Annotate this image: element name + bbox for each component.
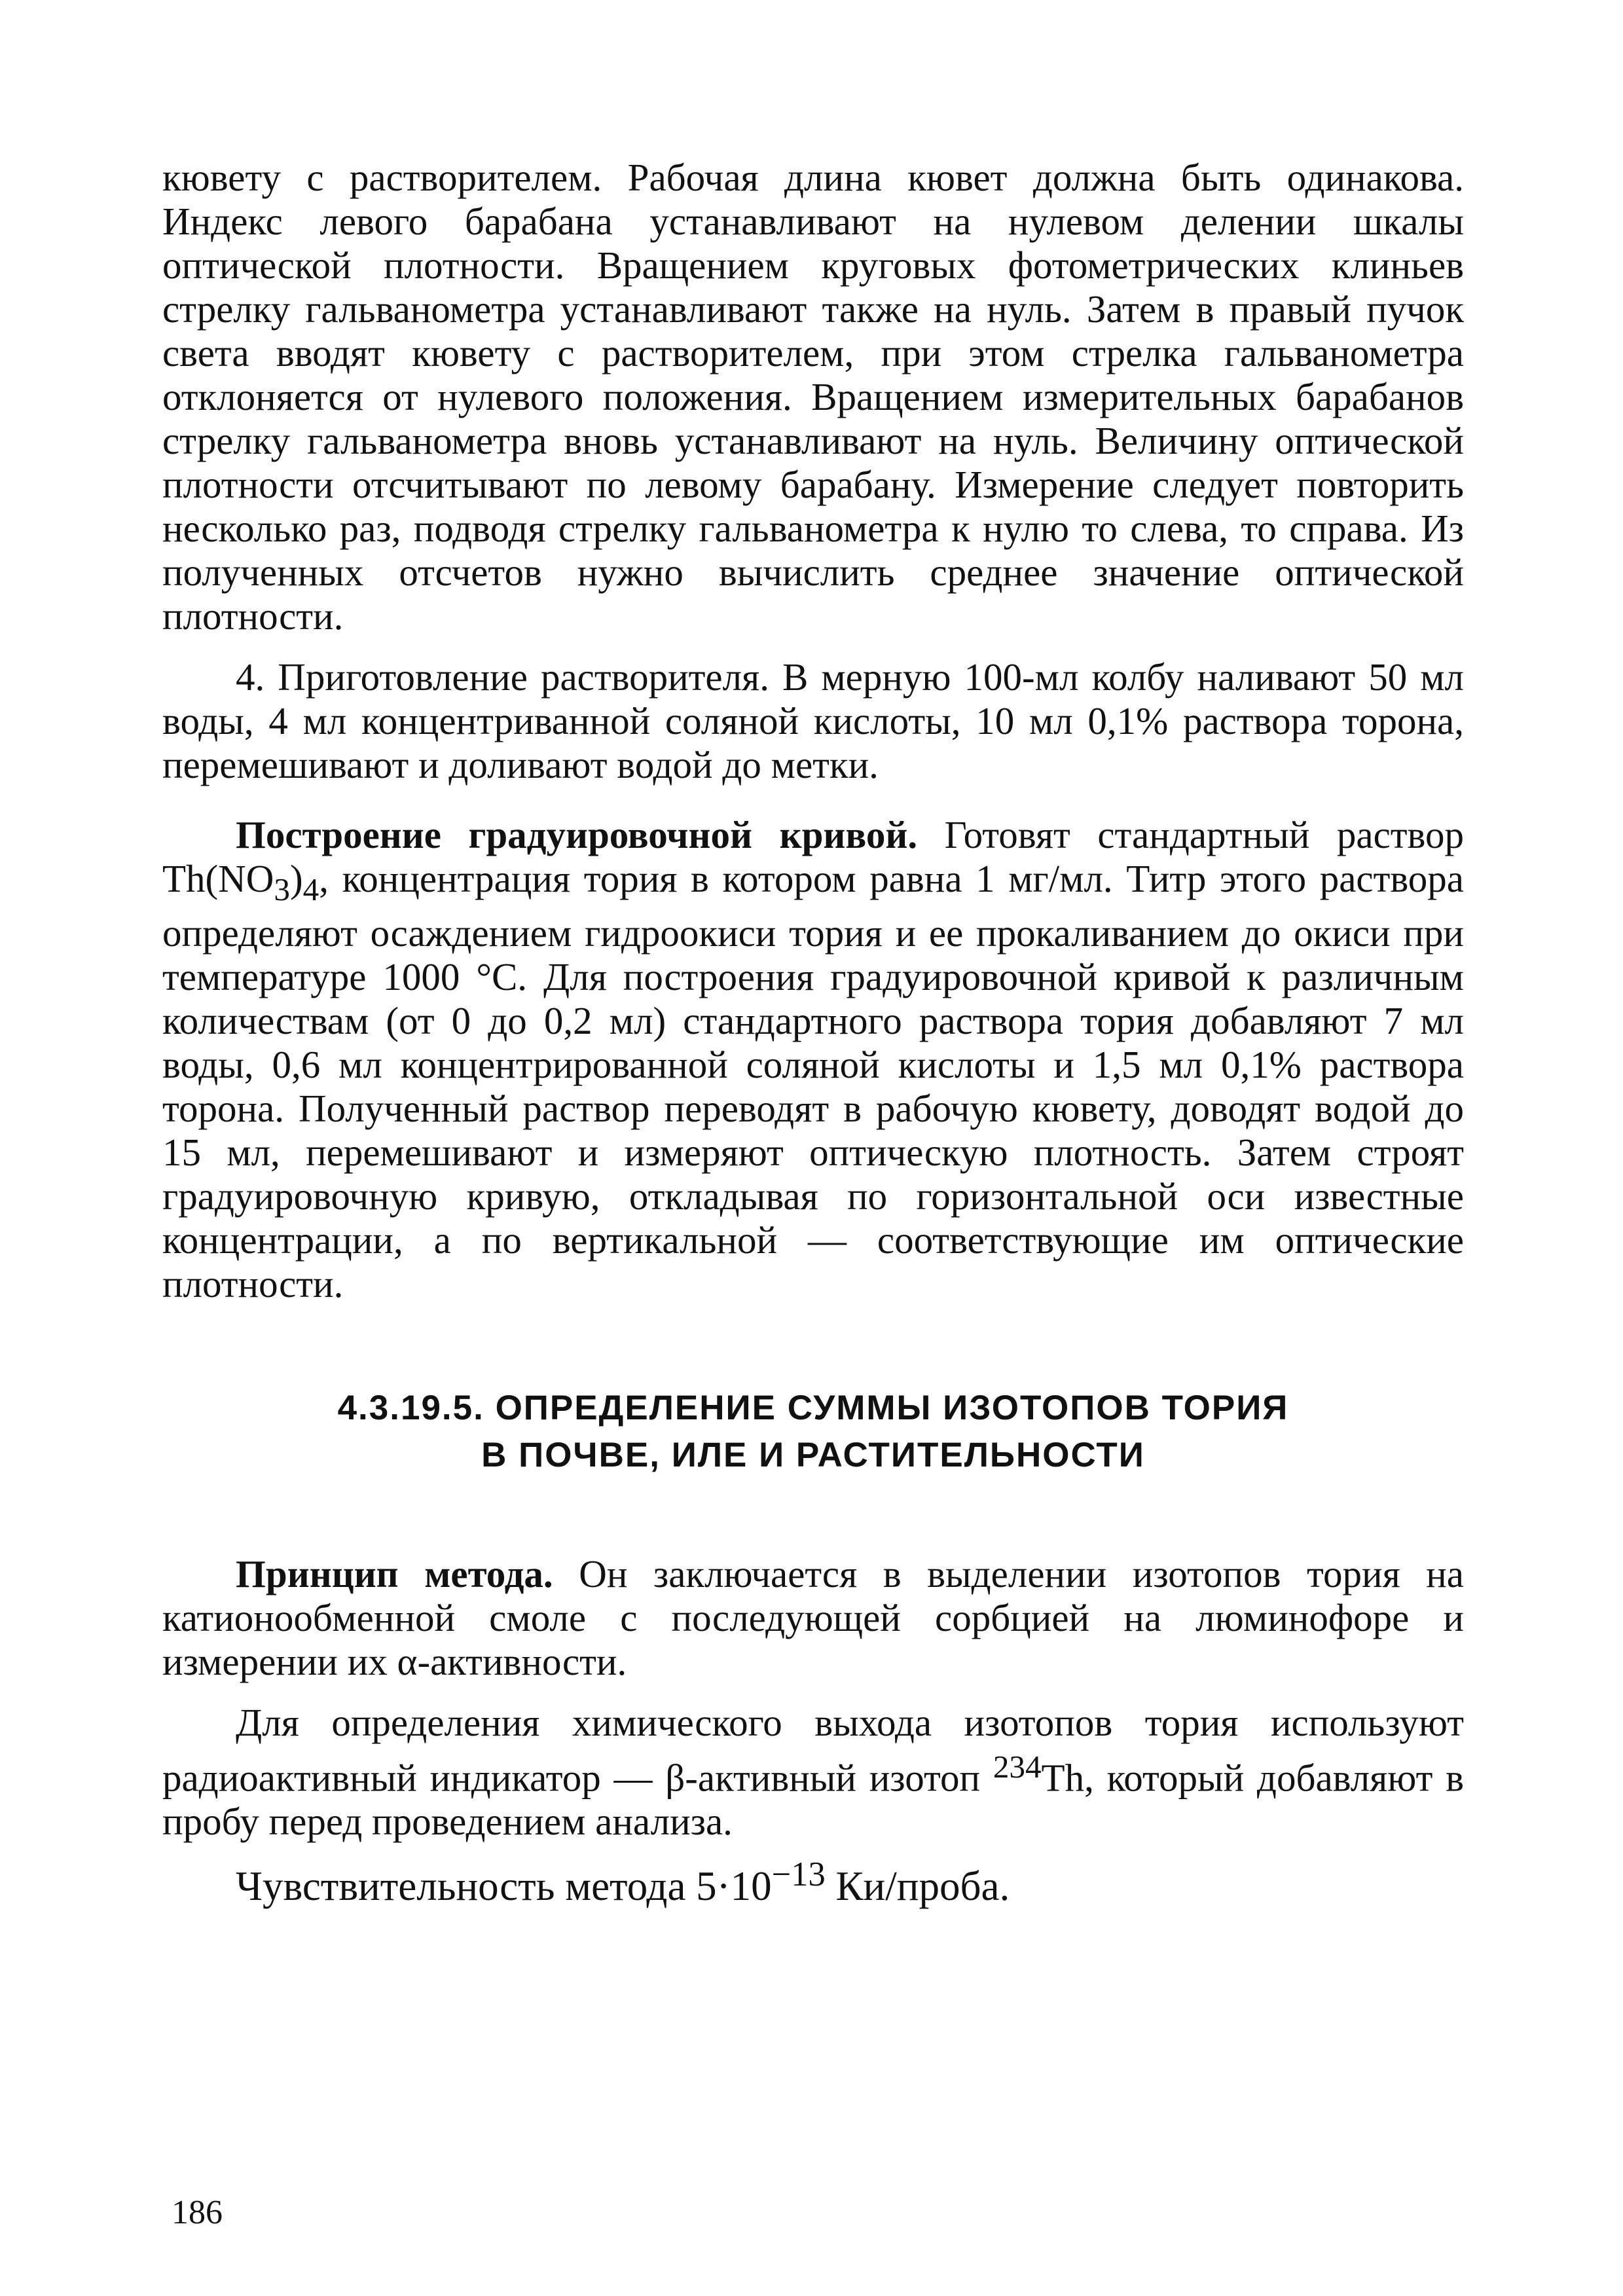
- yield-text-1: Для определения химического выхода изотопов тория используют радиоактивный индикатор — β-активный изотоп: [162, 1700, 1464, 1800]
- calibration-sub-1: 3: [274, 871, 290, 907]
- sensitivity-text-2: Ки/проба.: [825, 1863, 1010, 1910]
- paragraph-sensitivity: [162, 1853, 1464, 1908]
- sensitivity-exponent: −13: [771, 1855, 826, 1894]
- principle-text: Он заключается в выделении изотопов тория на катионообменной смоле с последующей сорбцией на люминофоре и измерении их α-активности.: [162, 1552, 1464, 1683]
- section-heading: [162, 1385, 1464, 1479]
- calibration-text-2: ): [289, 857, 303, 900]
- calibration-sub-2: 4: [302, 871, 319, 907]
- paragraph-method-principle: [162, 1552, 1464, 1684]
- yield-text-2: Th, который добавляют в пробу перед проведением анализа.: [162, 1756, 1464, 1844]
- calibration-text-1: Готовят стандартный раствор Th(NO: [162, 813, 1464, 900]
- page-body: [162, 156, 1464, 1908]
- principle-lead: Принцип метода.: [236, 1552, 553, 1595]
- calibration-text-3: , концентрация тория в котором равна 1 мг/мл. Титр этого раствора определяют осаждением гидроокиси тория и ее прокаливанием до окиси при температуре 1000 °С. Для построения градуировочной кривой к различным количествам (от 0 до 0,2 мл) стандартного раствора тория добавляют 7 мл воды, 0,6 мл концентрированной соляной кислоты и 1,5 мл 0,1% раствора торона. Полученный раствор переводят в рабочую кювету, доводят водой до 15 мл, перемешивают и измеряют оптическую плотность. Затем строят градуировочную кривую, откладывая по горизонтальной оси известные концентрации, а по вертикальной — соответствующие им оптические плотности.: [162, 857, 1464, 1305]
- yield-isotope-mass: 234: [993, 1748, 1042, 1785]
- heading-line-1: 4.3.19.5. ОПРЕДЕЛЕНИЕ СУММЫ ИЗОТОПОВ ТОРИЯ: [337, 1388, 1289, 1427]
- page-number: 186: [172, 2194, 223, 2231]
- heading-line-2: В ПОЧВЕ, ИЛЕ И РАСТИТЕЛЬНОСТИ: [481, 1435, 1145, 1474]
- sensitivity-text-1: Чувствительность метода 5·10: [236, 1863, 772, 1910]
- paragraph-chemical-yield: [162, 1701, 1464, 1844]
- calibration-lead: Построение градуировочной кривой.: [236, 813, 918, 856]
- paragraph-solvent-preparation: 4. Приготовление растворителя. В мерную 100-мл колбу наливают 50 мл воды, 4 мл концентриванной соляной кислоты, 10 мл 0,1% раствора торона, перемешивают и доливают водой до метки.: [162, 655, 1464, 786]
- paragraph-calibration-curve: [162, 813, 1464, 1306]
- paragraph-continuation: кювету с растворителем. Рабочая длина кювет должна быть одинакова. Индекс левого барабана устанавливают на нулевом делении шкалы оптической плотности. Вращением круговых фотометрических клиньев стрелку гальванометра устанавливают также на нуль. Затем в правый пучок света вводят кювету с растворителем, при этом стрелка гальванометра отклоняется от нулевого положения. Вращением измерительных барабанов стрелку гальванометра вновь устанавливают на нуль. Величину оптической плотности отсчитывают по левому барабану. Измерение следует повторить несколько раз, подводя стрелку гальванометра к нулю то слева, то справа. Из полученных отсчетов нужно вычислить среднее значение оптической плотности.: [162, 156, 1464, 638]
